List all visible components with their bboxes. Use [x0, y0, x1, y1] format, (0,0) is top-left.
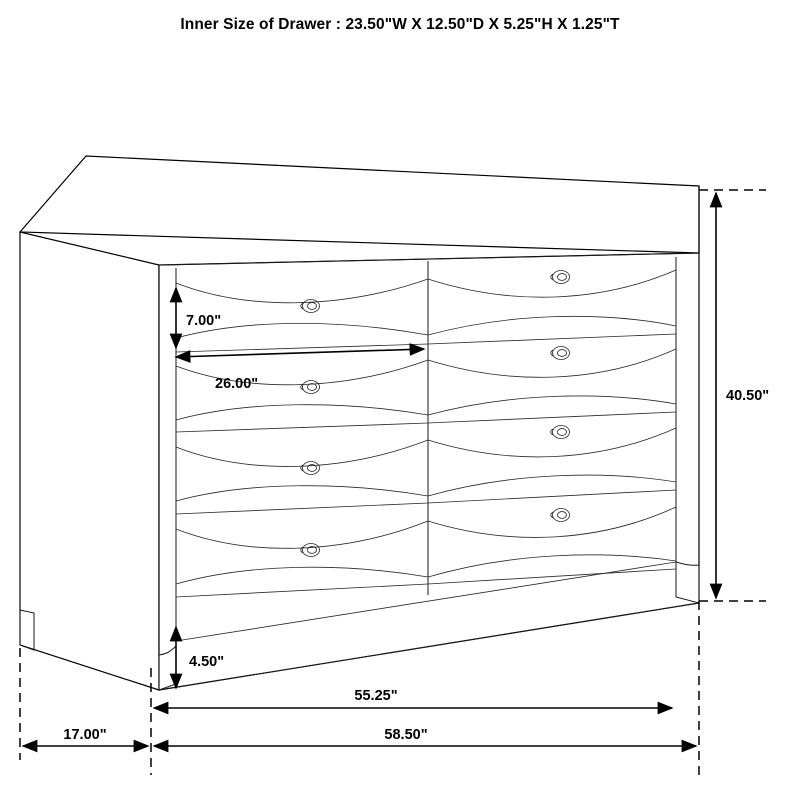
dresser-body [20, 156, 699, 690]
dimension-leg-height-label: 4.50" [189, 654, 225, 670]
dimension-total-height-label: 40.50" [726, 388, 770, 404]
dimension-total-height [716, 193, 769, 598]
dresser-left-side [20, 232, 159, 690]
dimension-overall-width [154, 727, 696, 746]
dimension-drawer-width-label: 26.00" [215, 376, 259, 392]
dresser-top-surface [20, 156, 699, 253]
dimension-front-width [154, 688, 672, 708]
dimension-depth [23, 727, 148, 746]
dimension-overall-width-label: 58.50" [384, 727, 428, 743]
dresser-front-face [159, 253, 699, 690]
dimension-depth-label: 17.00" [63, 727, 107, 743]
page-title: Inner Size of Drawer : 23.50"W X 12.50"D X 5.25"H X 1.25"T [180, 16, 620, 33]
dimension-front-width-label: 55.25" [354, 688, 398, 704]
dimension-drawer-height-label: 7.00" [186, 313, 222, 329]
